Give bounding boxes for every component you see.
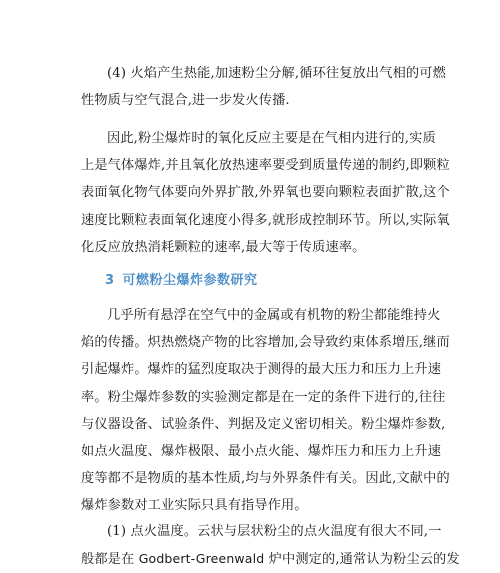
section-number: 3 [105, 273, 115, 288]
text-line: 因此,粉尘爆炸时的氧化反应主要是在气相内进行的,实质 [107, 131, 436, 146]
text-line: 引起爆炸。爆炸的猛烈度取决于测得的最大压力和压力上升速 [81, 362, 442, 378]
text-line: 度等都不是物质的基本性质,均与外界条件有关。因此,文献中的 [81, 471, 450, 487]
paragraph-gas-phase-oxidation [81, 125, 450, 261]
text-line: 表面氧化物气体要向外界扩散,外界氧也要向颗粒表面扩散,这个 [81, 185, 450, 201]
text-line: 爆炸参数对工业实际只具有指导作用。 [81, 498, 308, 514]
furnace-name: Godbert-Greenwald [138, 551, 265, 567]
text-line [81, 545, 460, 573]
text-line: (1) 点火温度。云状与层状粉尘的点火温度有很大不同,一 [107, 524, 442, 539]
text-line: 如点火温度、爆炸极限、最小点火能、爆炸压力和压力上升速 [81, 444, 442, 460]
text-fragment: 般都是在 [81, 552, 139, 568]
text-line: 速度比颗粒表面氧化速度小得多,就形成控制环节。所以,实际氧 [81, 212, 450, 228]
text-line: 焰的传播。炽热燃烧产物的比容增加,会导致约束体系增压,继而 [81, 335, 450, 351]
paragraph-ignition-temperature [81, 518, 460, 573]
text-line: 率。粉尘爆炸参数的实验测定都是在一定的条件下进行的,往往 [81, 389, 446, 405]
paragraph-flame-propagation [81, 60, 446, 114]
text-line: (4) 火焰产生热能,加速粉尘分解,循环往复放出气相的可燃 [107, 66, 446, 81]
text-line: 几乎所有悬浮在空气中的金属或有机物的粉尘都能维持火 [107, 308, 441, 323]
text-line: 上是气体爆炸,并且氧化放热速率要受到质量传递的制约,即颗粒 [81, 158, 450, 174]
text-line: 与仪器设备、试验条件、判据及定义密切相关。粉尘爆炸参数, [81, 416, 446, 432]
text-line: 化反应放热消耗颗粒的速率,最大等于传质速率。 [81, 239, 366, 255]
section-heading [105, 269, 258, 288]
paragraph-explosion-parameters [81, 302, 450, 520]
text-line: 性物质与空气混合,进一步发火传播. [81, 93, 290, 109]
section-title: 可燃粉尘爆炸参数研究 [122, 273, 258, 288]
text-fragment: 炉中测定的,通常认为粉尘云的发 [264, 552, 460, 568]
